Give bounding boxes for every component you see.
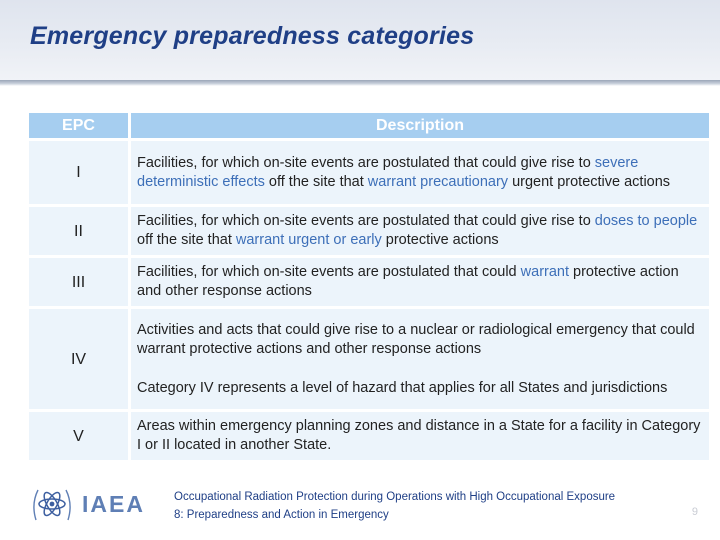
page-number: 9 — [691, 506, 698, 518]
table-row — [29, 258, 709, 306]
slide-title: Emergency preparedness categories — [30, 22, 475, 50]
description-highlight: warrant — [520, 264, 570, 280]
epc-cell: IV — [29, 309, 128, 409]
table-header-row — [29, 113, 709, 138]
table-row — [29, 309, 709, 409]
description-cell — [131, 309, 709, 409]
table-row — [29, 412, 709, 460]
epc-table — [26, 110, 712, 463]
description-cell — [131, 207, 709, 255]
header-description: Description — [131, 113, 709, 138]
header-epc: EPC — [29, 113, 128, 138]
description-cell: Areas within emergency planning zones and distance in a State for a facility in Category I or II located in another State. — [131, 412, 709, 460]
atom-icon — [34, 490, 70, 520]
description-text: Facilities, for which on-site events are postulated that could — [137, 264, 521, 280]
description-highlight: severe deterministic effects — [137, 154, 639, 190]
footer-line-2: 8: Preparedness and Action in Emergency — [174, 509, 389, 521]
description-cell — [131, 258, 709, 306]
table-row — [29, 207, 709, 255]
description-text: off the site that — [137, 232, 236, 248]
description-cell — [131, 141, 709, 204]
description-text: off the site that — [264, 173, 368, 190]
footer-line-1: Occupational Radiation Protection during Operations with High Occupational Exposure — [174, 491, 616, 503]
iaea-logo — [30, 482, 160, 526]
epc-cell: I — [29, 141, 128, 204]
logo-wordmark: IAEA — [82, 491, 145, 517]
description-text: Facilities, for which on-site events are postulated that could give rise to — [137, 154, 595, 171]
footer-caption — [174, 488, 615, 524]
description-highlight: warrant urgent or early — [235, 232, 382, 248]
description-text: protective actions — [381, 232, 499, 248]
description-highlight: doses to people — [594, 213, 698, 229]
epc-cell: II — [29, 207, 128, 255]
title-divider — [0, 80, 720, 86]
description-highlight: warrant precautionary — [367, 173, 509, 190]
table-row — [29, 141, 709, 204]
description-paragraph: Activities and acts that could give rise to a nuclear or radiological emergency that could warrant protective actions and other response actions — [137, 321, 695, 357]
description-paragraph: Category IV represents a level of hazard that applies for all States and jurisdictions — [137, 379, 668, 396]
epc-cell: III — [29, 258, 128, 306]
description-text: urgent protective actions — [508, 173, 671, 190]
epc-cell: V — [29, 412, 128, 460]
description-text: Facilities, for which on-site events are postulated that could give rise to — [137, 213, 595, 229]
description-text: protective action and other response actions — [137, 264, 679, 299]
